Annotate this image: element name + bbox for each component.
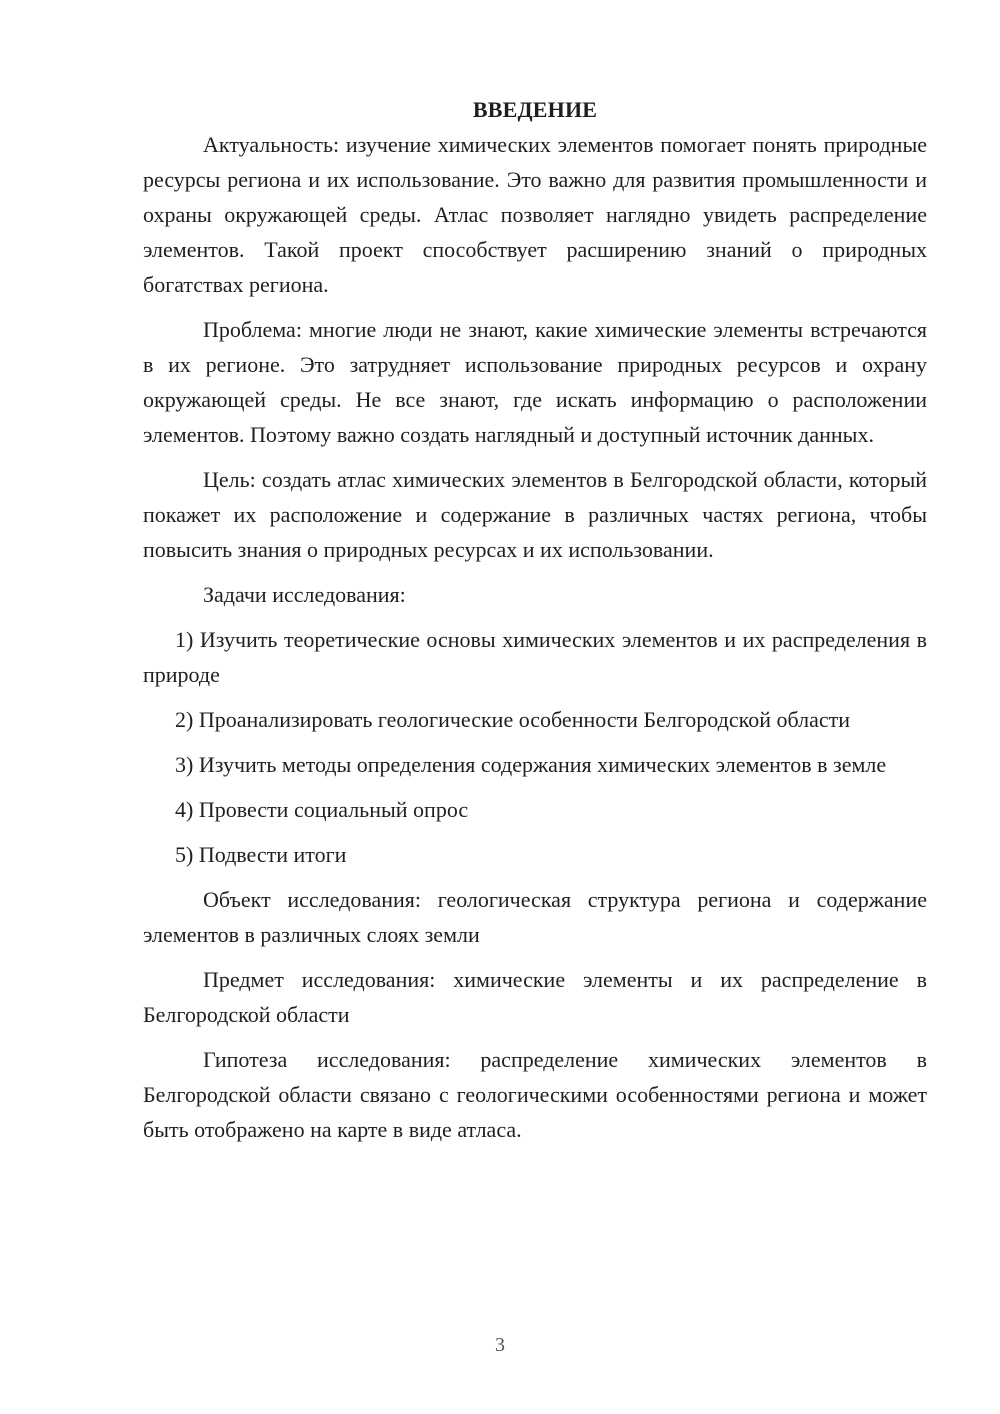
task-item: 5) Подвести итоги (175, 842, 347, 867)
goal-paragraph: Цель: создать атлас химических элементов в Белгородской области, который покажет их расположение и содержание в различных частях региона, чтобы повысить знания о природных ресурсах и их использовании. (143, 467, 927, 562)
relevance-paragraph: Актуальность: изучение химических элементов помогает понять природные ресурсы региона и их использование. Это важно для развития промышленности и охраны окружающей среды. Атлас позволяет наглядно увидеть распределение элементов. Такой проект способствует расширению знаний о природных богатствах региона. (143, 132, 927, 297)
hypothesis-paragraph: Гипотеза исследования: распределение химических элементов в Белгородской области связано с геологическими особенностями региона и может быть отображено на карте в виде атласа. (143, 1047, 927, 1142)
subject-paragraph: Предмет исследования: химические элементы и их распределение в Белгородской области (143, 967, 927, 1027)
task-item: 4) Провести социальный опрос (175, 797, 469, 822)
object-paragraph: Объект исследования: геологическая структура региона и содержание элементов в различных слоях земли (143, 887, 927, 947)
section-title: ВВЕДЕНИЕ (472, 97, 598, 122)
task-item: 1) Изучить теоретические основы химических элементов и их распределения в природе (143, 627, 927, 687)
problem-paragraph: Проблема: многие люди не знают, какие химические элементы встречаются в их регионе. Это затрудняет использование природных ресурсов и охрану окружающей среды. Не все знают, где искать информацию о расположении элементов. Поэтому важно создать наглядный и доступный источник данных. (143, 317, 927, 447)
document-page (143, 92, 927, 1157)
page-number: 3 (495, 1334, 505, 1356)
task-item: 3) Изучить методы определения содержания химических элементов в земле (175, 752, 887, 777)
task-item: 2) Проанализировать геологические особенности Белгородской области (175, 707, 851, 732)
tasks-heading: Задачи исследования: (203, 582, 406, 607)
